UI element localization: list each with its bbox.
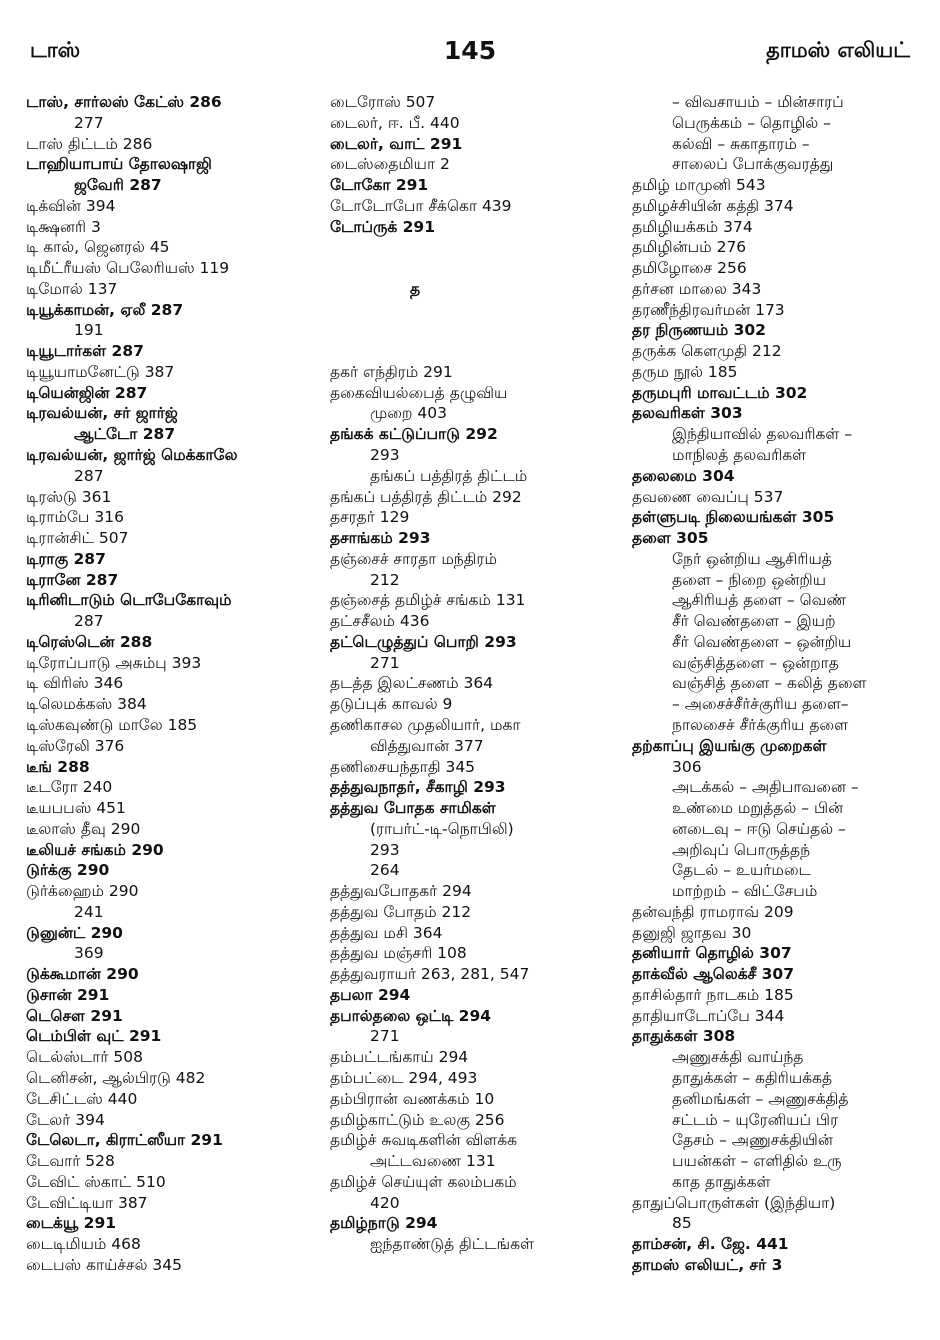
index-entry: தணிசையந்தாதி 345 — [330, 757, 476, 776]
index-entry: னடைவு – ஈடு செய்தல் – — [672, 819, 846, 838]
index-entry: தாதுக்கள் 308 — [632, 1027, 736, 1046]
index-entry: டுசான் 291 — [26, 985, 110, 1004]
index-entry: தத்துவ மஞ்சரி 108 — [330, 944, 467, 963]
index-entry: தமிழ் மாமுனி 543 — [632, 176, 766, 195]
index-entry: வஞ்சித்தளை – ஒன்றாத — [672, 653, 839, 672]
index-entry: தாம்சன், சி. ஜே. 441 — [632, 1235, 789, 1254]
index-entry: டிராம்பே 316 — [26, 508, 124, 527]
index-entry: அடக்கல் – அதிபாவனை – — [672, 778, 859, 797]
index-entry — [330, 237, 620, 258]
index-entry: உண்மை மறுத்தல் – பின் — [672, 799, 844, 818]
index-entry — [330, 300, 620, 321]
index-entry: ஐந்தாண்டுத் திட்டங்கள் — [370, 1235, 535, 1254]
index-entry: தாசில்தார் நாடகம் 185 — [632, 985, 794, 1004]
index-entry: டெசௌ 291 — [26, 1006, 123, 1025]
index-entry: டேலெடா, கிராட்ஸீயா 291 — [26, 1131, 223, 1150]
index-entry: டேசிட்டஸ் 440 — [26, 1089, 138, 1108]
index-entry: டைரோஸ் 507 — [330, 93, 436, 111]
index-column-1 — [26, 92, 328, 1276]
index-entry: டைலர், ஈ. பீ. 440 — [330, 113, 460, 132]
index-entry: சீர் வெண்தளை – ஒன்றிய — [672, 632, 852, 651]
index-entry: தத்துவநாதர், சீகாழி 293 — [330, 778, 506, 797]
index-entry: தஞ்சைத் தமிழ்ச் சங்கம் 131 — [330, 591, 526, 610]
index-entry: டியூக்காமன், ஏலீ 287 — [26, 300, 184, 319]
index-entry: காத தாதுக்கள் — [672, 1172, 771, 1191]
index-entry — [330, 258, 620, 279]
index-entry: பயன்கள் – எளிதில் உரு — [672, 1152, 842, 1171]
index-entry: டிக்வின் 394 — [26, 196, 116, 215]
index-entry: டிரோப்பாடு அசும்பு 393 — [26, 653, 202, 672]
index-entry: டோப்ருக் 291 — [330, 217, 436, 236]
running-head-right: தாமஸ் எலியட் — [766, 38, 910, 62]
index-entry: தனுஜி ஜாதவ 30 — [632, 923, 752, 942]
index-entry: தம்பட்டை 294, 493 — [330, 1068, 478, 1087]
index-entry: தேசம் – அணுசக்தியின் — [672, 1131, 833, 1150]
index-entry: தம்பிரான் வணக்கம் 10 — [330, 1089, 495, 1108]
index-entry: டிரவல்யன், ஜார்ஜ் மெக்காலே — [26, 446, 238, 465]
index-entry: டுக்கூமான் 290 — [26, 965, 139, 984]
index-entry: டாஸ், சார்லஸ் கேட்ஸ் 286 — [26, 93, 222, 111]
index-entry: தத்துவபோதகர் 294 — [330, 882, 472, 901]
index-entry: தரும நூல் 185 — [632, 362, 738, 381]
index-entry: தவணை வைப்பு 537 — [632, 487, 784, 506]
index-entry: த — [410, 279, 421, 298]
index-entry: டி கால், ஜெனரல் 45 — [26, 238, 170, 257]
index-entry: தேடல் – உயர்மடை — [672, 861, 811, 880]
index-entry: டோகோ 291 — [330, 176, 429, 195]
index-entry: டீடரோ 240 — [26, 778, 113, 797]
index-entry: தகைவியல்பைத் தழுவிய — [330, 383, 508, 402]
index-entry: டிராகு 287 — [26, 549, 106, 568]
index-entry: டியூடார்கள் 287 — [26, 342, 144, 361]
index-entry: தத்துவ மசி 364 — [330, 923, 443, 942]
index-entry: 306 — [672, 757, 702, 776]
index-entry: அறிவுப் பொருத்தந் — [672, 840, 811, 859]
index-entry: தர்சன மாலை 343 — [632, 279, 762, 298]
index-entry: தத்துவ போதம் 212 — [330, 902, 472, 921]
index-entry: 241 — [74, 902, 104, 921]
index-entry: டோடோபோ சீக்கொ 439 — [330, 196, 512, 215]
index-entry: டுர்க்ஹைம் 290 — [26, 882, 139, 901]
index-entry: 369 — [74, 944, 104, 963]
index-entry: 287 — [74, 612, 104, 631]
index-entry: தமிழ்நாடு 294 — [330, 1214, 438, 1233]
index-entry: ஜவேரி 287 — [74, 176, 162, 195]
index-entry: மாற்றம் – விட்சேபம் — [672, 882, 818, 901]
index-entry: தள்ளுபடி நிலையங்கள் 305 — [632, 508, 835, 527]
index-entry: தம்பட்டங்காய் 294 — [330, 1048, 469, 1067]
index-entry: சட்டம் – யுரேனியப் பிர — [672, 1110, 839, 1129]
index-entry: (ராபர்ட்-டி-நொபிலி) — [370, 819, 514, 838]
index-entry: டைபஸ் காய்ச்சல் 345 — [26, 1255, 182, 1274]
index-entry: டிஸ்கவுண்டு மாலே 185 — [26, 715, 198, 734]
index-entry: டைடிமியம் 468 — [26, 1235, 141, 1254]
index-entry: டியென்ஜின் 287 — [26, 383, 148, 402]
index-entry: டெல்ஸ்டார் 508 — [26, 1048, 143, 1067]
index-entry: 287 — [74, 466, 104, 485]
index-entry: தமிழியக்கம் 374 — [632, 217, 753, 236]
index-entry: அட்டவணை 131 — [370, 1152, 496, 1171]
index-entry: முறை 403 — [370, 404, 447, 423]
index-entry: டிரவல்யன், சர் ஜார்ஜ் — [26, 404, 178, 423]
index-entry: நாலசைச் சீர்க்குரிய தளை — [672, 715, 849, 734]
index-entry: 191 — [74, 321, 104, 340]
index-entry: அணுசக்தி வாய்ந்த — [672, 1048, 804, 1067]
index-entry: 271 — [370, 1027, 400, 1046]
index-entry: தங்கப் பத்திரத் திட்டம் — [370, 466, 528, 485]
index-entry: தனியார் தொழில் 307 — [632, 944, 792, 963]
index-entry: 212 — [370, 570, 400, 589]
index-column-2 — [330, 92, 620, 1255]
index-entry: 420 — [370, 1193, 400, 1212]
index-entry: தங்கக் கட்டுப்பாடு 292 — [330, 425, 498, 444]
index-entry: டிஸ்ரேலி 376 — [26, 736, 125, 755]
index-entry: டி விரிஸ் 346 — [26, 674, 124, 693]
index-entry: தமிழ்காட்டும் உலகு 256 — [330, 1110, 505, 1129]
index-entry: தத்துவராயர் 263, 281, 547 — [330, 965, 530, 984]
index-entry: வஞ்சித் தளை – கலித் தளை — [672, 674, 867, 693]
index-entry: கல்வி – சுகாதாரம் – — [672, 134, 810, 153]
index-entry: தருக்க கௌமுதி 212 — [632, 342, 782, 361]
index-entry: தபால்தலை ஒட்டி 294 — [330, 1006, 492, 1025]
index-entry — [330, 320, 620, 341]
index-entry: தமிழச்சியின் கத்தி 374 — [632, 196, 794, 215]
index-entry: டாஸ் திட்டம் 286 — [26, 134, 153, 153]
index-entry: டேவிட் ஸ்காட் 510 — [26, 1172, 166, 1191]
index-entry: தடத்த இலட்சணம் 364 — [330, 674, 494, 693]
index-entry: 264 — [370, 861, 400, 880]
index-entry: டிரஸ்டு 361 — [26, 487, 112, 506]
running-head-left: டாஸ் — [30, 38, 81, 62]
index-entry: டேவிட்டியா 387 — [26, 1193, 148, 1212]
index-entry: டீயபபஸ் 451 — [26, 799, 126, 818]
index-entry: சீர் வெண்தளை – இயற் — [672, 612, 836, 631]
index-entry: டீங் 288 — [26, 757, 90, 776]
index-entry: தர நிருணயம் 302 — [632, 321, 766, 340]
index-entry: மாநிலத் தலவரிகள் — [672, 446, 807, 465]
index-entry: தசரதர் 129 — [330, 508, 410, 527]
index-entry: தருமபுரி மாவட்டம் 302 — [632, 383, 808, 402]
index-entry: தமிழின்பம் 276 — [632, 238, 747, 257]
index-entry: டிரானே 287 — [26, 570, 119, 589]
index-entry: தமிழ்ச் செய்யுள் கலம்பகம் — [330, 1172, 517, 1191]
index-entry: – விவசாயம் – மின்சாரப் — [672, 93, 844, 111]
index-entry: தபலா 294 — [330, 985, 411, 1004]
index-entry: 271 — [370, 653, 400, 672]
index-entry: தனிமங்கள் – அணுசக்தித் — [672, 1089, 849, 1108]
index-entry: ஆட்டோ 287 — [74, 425, 176, 444]
index-entry: டிமீட்ரீயஸ் பெலேரியஸ் 119 — [26, 259, 230, 278]
index-entry: டைக்யூ 291 — [26, 1214, 117, 1233]
index-entry: இந்தியாவில் தலவரிகள் – — [672, 425, 853, 444]
index-entry: தரணீந்திரவர்மன் 173 — [632, 300, 785, 319]
index-entry: சாலைப் போக்குவரத்து — [672, 155, 834, 174]
page-number: 145 — [443, 36, 497, 65]
index-entry: தளை – நிறை ஒன்றிய — [672, 570, 826, 589]
index-entry: தத்துவ போதக சாமிகள் — [330, 799, 496, 818]
index-entry: தஞ்சைச் சாரதா மந்திரம் — [330, 549, 497, 568]
index-column-3 — [632, 92, 932, 1276]
index-entry: டிரான்சிட் 507 — [26, 529, 129, 548]
index-entry: தங்கப் பத்திரத் திட்டம் 292 — [330, 487, 522, 506]
index-entry: டாஹியாபாய் தோலஷாஜி — [26, 155, 212, 174]
index-entry: டிரெஸ்டென் 288 — [26, 632, 153, 651]
index-entry: தணிகாசல முதலியார், மகா — [330, 715, 521, 734]
index-entry: டீலாஸ் தீவு 290 — [26, 819, 141, 838]
index-entry: டிக்ஷனரி 3 — [26, 217, 101, 236]
index-entry: தட்சசீலம் 436 — [330, 612, 430, 631]
index-entry: தட்டெழுத்துப் பொறி 293 — [330, 632, 517, 651]
index-entry: டுர்க்கு 290 — [26, 861, 110, 880]
index-entry: டேலர் 394 — [26, 1110, 105, 1129]
index-entry: டுனுன்ட் 290 — [26, 923, 123, 942]
index-entry: தமிழோசை 256 — [632, 259, 747, 278]
index-entry: தற்காப்பு இயங்கு முறைகள் — [632, 736, 827, 755]
index-entry — [330, 341, 620, 362]
index-entry: தாக்வீல் ஆலெக்சீ 307 — [632, 965, 794, 984]
index-entry: தளை 305 — [632, 529, 709, 548]
index-entry: டைலர், வாட் 291 — [330, 134, 463, 153]
index-entry: – அசைச்சீர்ச்குரிய தளை– — [672, 695, 849, 714]
index-entry: தலைமை 304 — [632, 466, 735, 485]
index-entry: டெனிசன், ஆல்பிரடு 482 — [26, 1068, 206, 1087]
index-entry: 293 — [370, 446, 400, 465]
index-entry: தாதுப்பொருள்கள் (இந்தியா) — [632, 1193, 836, 1212]
index-entry: டீலியச் சங்கம் 290 — [26, 840, 164, 859]
index-entry: 85 — [672, 1214, 692, 1233]
index-entry: தமிழ்ச் சுவடிகளின் விளக்க — [330, 1131, 518, 1150]
index-entry: வித்துவான் 377 — [370, 736, 484, 755]
index-entry: ஆசிரியத் தளை – வெண் — [672, 591, 847, 610]
index-entry: தாதுக்கள் – கதிரியக்கத் — [672, 1068, 833, 1087]
index-entry: 293 — [370, 840, 400, 859]
index-entry: பெருக்கம் – தொழில் – — [672, 113, 831, 132]
index-entry: டிரினிடாடும் டொபேகோவும் — [26, 591, 232, 610]
index-entry: தலவரிகள் 303 — [632, 404, 743, 423]
index-entry: டேவார் 528 — [26, 1152, 115, 1171]
index-entry: டெம்பிள் வுட் 291 — [26, 1027, 162, 1046]
index-entry: தாதியாடோப்பே 344 — [632, 1006, 785, 1025]
index-entry: நேர் ஒன்றிய ஆசிரியத் — [672, 549, 832, 568]
index-entry: டியூயாமனேட்டு 387 — [26, 362, 175, 381]
index-entry: தகர் எந்திரம் 291 — [330, 362, 453, 381]
index-entry: தடுப்புக் காவல் 9 — [330, 695, 453, 714]
index-entry: 277 — [74, 113, 104, 132]
index-entry: டிமோல் 137 — [26, 279, 118, 298]
index-entry: டைஸ்தைமியா 2 — [330, 155, 450, 174]
index-entry: தசாங்கம் 293 — [330, 529, 431, 548]
index-entry: தாமஸ் எலியட், சர் 3 — [632, 1255, 783, 1274]
index-entry: தன்வந்தி ராமராவ் 209 — [632, 902, 794, 921]
index-entry: டிலெமக்கஸ் 384 — [26, 695, 147, 714]
